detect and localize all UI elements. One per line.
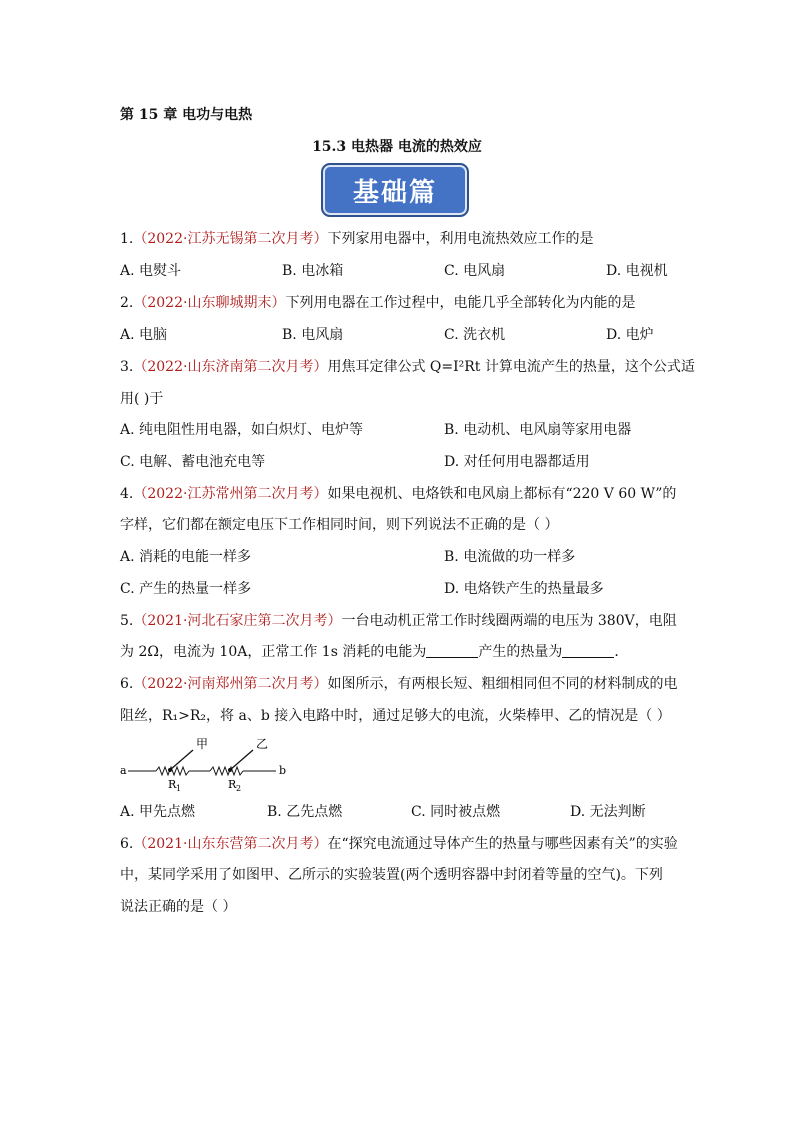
label-r2-sub: 2 — [236, 784, 242, 793]
question-7 — [120, 835, 678, 853]
option-a[interactable]: A. 电脑 — [120, 327, 168, 343]
question-number: 1. — [120, 231, 134, 247]
label-r1-sub: 1 — [176, 784, 182, 793]
option-d[interactable]: D. 电视机 — [606, 263, 668, 279]
question-6 — [120, 675, 677, 693]
option-a[interactable]: A. 甲先点燃 — [120, 804, 196, 820]
question-source: （2022·江苏无锡第二次月考） — [133, 231, 328, 247]
question-stem: 在“探究电流通过导体产生的热量与哪些因素有关”的实验 — [327, 836, 678, 852]
label-jia: 甲 — [196, 737, 209, 751]
question-number: 3. — [120, 359, 134, 375]
option-c[interactable]: C. 电解、蓄电池充电等 — [120, 454, 266, 470]
question-text: 为 2Ω，电流为 10A，正常工作 1s 消耗的电能为 — [120, 644, 427, 660]
question-stem: 如果电视机、电烙铁和电风扇上都标有“220 V 60 W”的 — [327, 486, 677, 502]
question-source: （2022·河南郑州第二次月考） — [133, 676, 328, 692]
label-yi: 乙 — [256, 737, 269, 751]
option-d[interactable]: D. 无法判断 — [570, 804, 646, 820]
question-stem: 如图所示，有两根长短、粗细相同但不同的材料制成的电 — [327, 676, 678, 692]
match-contact-yi — [228, 768, 232, 772]
option-c[interactable]: C. 产生的热量一样多 — [120, 581, 252, 597]
label-r1: R — [168, 778, 177, 791]
option-a[interactable]: A. 电熨斗 — [120, 263, 182, 279]
resistor-r2 — [210, 767, 243, 775]
question-stem: 下列家用电器中，利用电流热效应工作的是 — [327, 231, 594, 247]
option-a[interactable]: A. 消耗的电能一样多 — [120, 549, 252, 565]
option-d[interactable]: D. 对任何用电器都适用 — [444, 454, 590, 470]
option-b[interactable]: B. 电风扇 — [282, 327, 344, 343]
option-c[interactable]: C. 同时被点燃 — [411, 804, 501, 820]
question-5-continued — [120, 643, 628, 661]
question-6-continued: 阻丝，R₁>R₂，将 a、b 接入电路中时，通过足够大的电流，火柴棒甲、乙的情况是（ ） — [120, 708, 671, 724]
question-text: 产生的热量为 — [478, 644, 563, 660]
resistor-circuit-diagram — [118, 733, 298, 793]
question-stem: 用焦耳定律公式 Q=I²Rt 计算电流产生的热量，这个公式适 — [327, 359, 695, 375]
chapter-title: 第 15 章 电功与电热 — [120, 107, 253, 123]
question-source: （2021·河北石家庄第二次月考） — [133, 613, 342, 629]
label-r2: R — [228, 778, 237, 791]
level-banner: 基础篇 — [321, 163, 469, 217]
question-number: 6. — [120, 676, 134, 692]
answer-blank-energy[interactable] — [426, 643, 478, 658]
option-c[interactable]: C. 电风扇 — [444, 263, 506, 279]
option-b[interactable]: B. 电流做的功一样多 — [444, 549, 576, 565]
question-4 — [120, 485, 676, 503]
question-7-continued: 中，某同学采用了如图甲、乙所示的实验装置(两个透明容器中封闭着等量的空气)。下列 — [120, 867, 663, 883]
question-3 — [120, 358, 695, 376]
option-a[interactable]: A. 纯电阻性用电器，如白炽灯、电炉等 — [120, 422, 364, 438]
question-number: 4. — [120, 486, 134, 502]
question-number: 6. — [120, 836, 134, 852]
matchstick-yi — [230, 750, 253, 770]
option-d[interactable]: D. 电炉 — [606, 327, 654, 343]
option-b[interactable]: B. 乙先点燃 — [267, 804, 343, 820]
terminal-b-label: b — [279, 764, 287, 777]
question-source: （2022·山东聊城期末） — [133, 295, 286, 311]
question-2 — [120, 294, 635, 312]
option-b[interactable]: B. 电动机、电风扇等家用电器 — [444, 422, 632, 438]
option-d[interactable]: D. 电烙铁产生的热量最多 — [444, 581, 604, 597]
question-number: 2. — [120, 295, 134, 311]
question-source: （2021·山东东营第二次月考） — [133, 836, 328, 852]
question-4-continued: 字样，它们都在额定电压下工作相同时间，则下列说法不正确的是（ ） — [120, 517, 559, 533]
question-1 — [120, 230, 593, 248]
option-b[interactable]: B. 电冰箱 — [282, 263, 344, 279]
question-5 — [120, 612, 677, 630]
question-text: ． — [614, 644, 629, 660]
question-number: 5. — [120, 613, 134, 629]
question-source: （2022·江苏常州第二次月考） — [133, 486, 328, 502]
match-contact-jia — [168, 768, 172, 772]
section-title: 15.3 电热器 电流的热效应 — [312, 139, 482, 155]
question-source: （2022·山东济南第二次月考） — [133, 359, 328, 375]
answer-blank-heat[interactable] — [562, 643, 614, 658]
matchstick-jia — [170, 750, 193, 770]
question-stem: 下列用电器在工作过程中，电能几乎全部转化为内能的是 — [285, 295, 636, 311]
question-3-continued: 用( )于 — [120, 391, 164, 407]
question-stem: 一台电动机正常工作时线圈两端的电压为 380V，电阻 — [341, 613, 677, 629]
question-7-continued-2: 说法正确的是（ ） — [120, 899, 237, 915]
option-c[interactable]: C. 洗衣机 — [444, 327, 506, 343]
terminal-a-label: a — [120, 764, 127, 777]
